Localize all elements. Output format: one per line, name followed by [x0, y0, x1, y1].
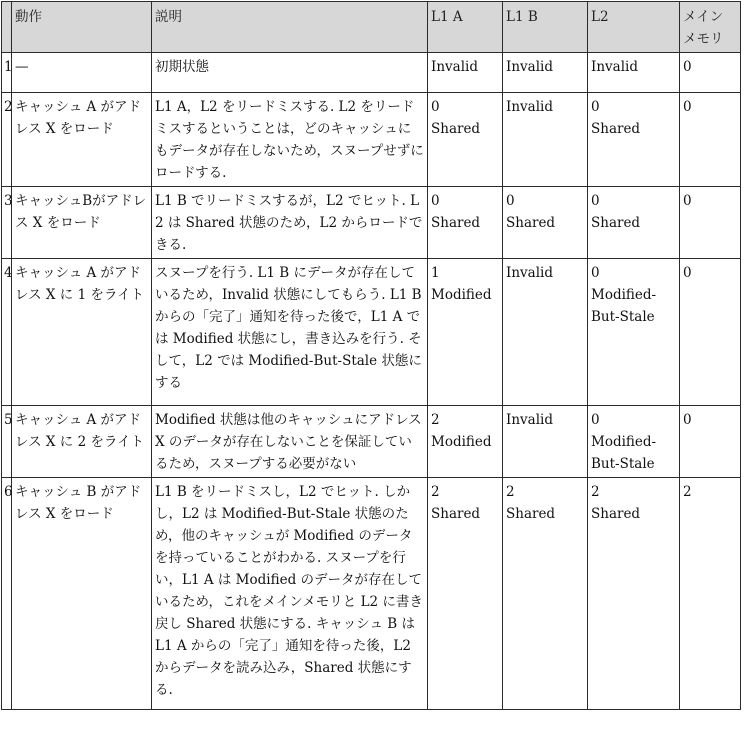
header-main-memory: メイン メモリ — [680, 2, 741, 53]
l2-state-cell: 0 Shared — [588, 187, 680, 259]
description-cell: L1 A，L2 をリードミスする. L2 をリードミスするということは，どのキャッシュにもデータが存在しないため，スヌープせずにロードする. — [152, 93, 428, 187]
description-cell: 初期状態 — [152, 53, 428, 93]
action-cell: キャッシュ A がアドレス X をロード — [12, 93, 152, 187]
l1b-state-cell: 2 Shared — [503, 478, 588, 710]
header-row — [2, 2, 741, 53]
header-number — [2, 2, 12, 53]
table-row — [2, 406, 741, 478]
row-number: 2 — [2, 93, 12, 187]
cache-coherence-table — [1, 1, 741, 710]
table-row — [2, 187, 741, 259]
header-l1a: L1 A — [428, 2, 503, 53]
table-row — [2, 93, 741, 187]
action-cell: キャッシュ A がアドレス X に 2 をライト — [12, 406, 152, 478]
action-cell: — — [12, 53, 152, 93]
table-row — [2, 478, 741, 710]
l1b-state-cell: Invalid — [503, 93, 588, 187]
action-cell: キャッシュBがアドレス X をロード — [12, 187, 152, 259]
l2-state-cell: 2 Shared — [588, 478, 680, 710]
l1a-state-cell: 1 Modified — [428, 259, 503, 406]
memory-value-cell: 0 — [680, 406, 741, 478]
row-number: 1 — [2, 53, 12, 93]
l1b-state-cell: Invalid — [503, 259, 588, 406]
memory-value-cell: 0 — [680, 93, 741, 187]
row-number: 4 — [2, 259, 12, 406]
header-l2: L2 — [588, 2, 680, 53]
memory-value-cell: 0 — [680, 259, 741, 406]
l1b-state-cell: Invalid — [503, 53, 588, 93]
memory-value-cell: 0 — [680, 187, 741, 259]
l1a-state-cell: Invalid — [428, 53, 503, 93]
l2-state-cell: 0 Modified- But-Stale — [588, 259, 680, 406]
description-cell: L1 B をリードミスし，L2 でヒット. しかし，L2 は Modified-But-Stale 状態のため，他のキャッシュが Modified のデータを持っていることがわかる. スヌープを行い，L1 A は Modified のデータが存在しているため，これをメインメモリと L2 に書き戻し Shared 状態にする. キャッシュ B は L1 A からの「完了」通知を待った後，L2 からデータを読み込み，Shared 状態にする. — [152, 478, 428, 710]
l1b-state-cell: 0 Shared — [503, 187, 588, 259]
l1b-state-cell: Invalid — [503, 406, 588, 478]
header-l1b: L1 B — [503, 2, 588, 53]
table-row — [2, 53, 741, 93]
action-cell: キャッシュ A がアドレス X に 1 をライト — [12, 259, 152, 406]
l1a-state-cell: 0 Shared — [428, 187, 503, 259]
row-number: 6 — [2, 478, 12, 710]
l2-state-cell: 0 Modified- But-Stale — [588, 406, 680, 478]
row-number: 5 — [2, 406, 12, 478]
action-cell: キャッシュ B がアドレス X をロード — [12, 478, 152, 710]
header-description: 説明 — [152, 2, 428, 53]
memory-value-cell: 2 — [680, 478, 741, 710]
description-cell: Modified 状態は他のキャッシュにアドレス X のデータが存在しないことを保証しているため，スヌープする必要がない — [152, 406, 428, 478]
header-action: 動作 — [12, 2, 152, 53]
table-row — [2, 259, 741, 406]
l1a-state-cell: 2 Shared — [428, 478, 503, 710]
description-cell: L1 B でリードミスするが，L2 でヒット. L2 は Shared 状態のため，L2 からロードできる. — [152, 187, 428, 259]
row-number: 3 — [2, 187, 12, 259]
l2-state-cell: Invalid — [588, 53, 680, 93]
l2-state-cell: 0 Shared — [588, 93, 680, 187]
memory-value-cell: 0 — [680, 53, 741, 93]
l1a-state-cell: 2 Modified — [428, 406, 503, 478]
description-cell: スヌープを行う. L1 B にデータが存在しているため，Invalid 状態にしてもらう. L1 B からの「完了」通知を待った後で，L1 A では Modified 状態にし，書き込みを行う. そして，L2 では Modified-But-Stale 状態にする — [152, 259, 428, 406]
l1a-state-cell: 0 Shared — [428, 93, 503, 187]
